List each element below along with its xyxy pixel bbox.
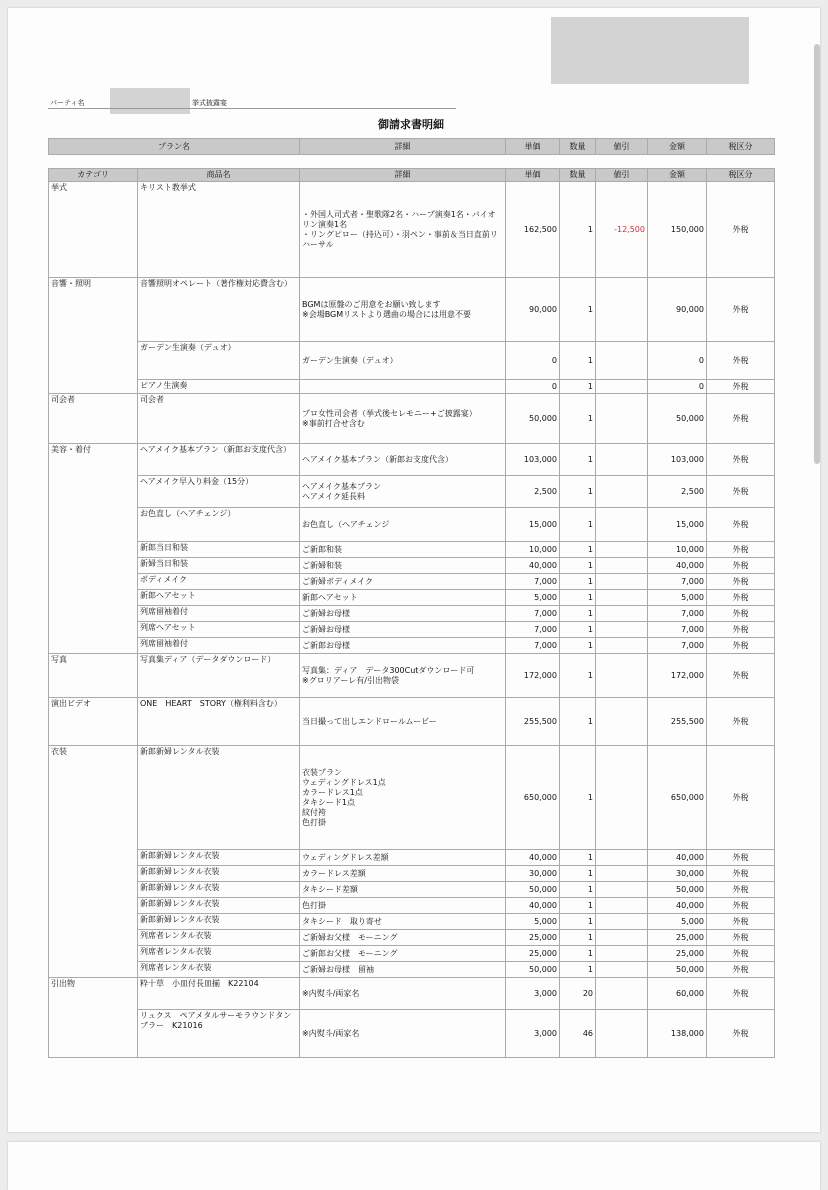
price-cell: 50,000 xyxy=(506,962,560,978)
redacted-party-name xyxy=(110,88,190,114)
plan-header-cell: 数量 xyxy=(560,139,596,155)
qty-cell: 1 xyxy=(560,962,596,978)
qty-cell: 1 xyxy=(560,698,596,746)
qty-cell: 1 xyxy=(560,882,596,898)
category-cell: 司会者 xyxy=(49,394,138,444)
table-row xyxy=(49,654,775,698)
tax-cell: 外税 xyxy=(707,914,775,930)
category-cell xyxy=(49,622,138,638)
tax-cell: 外税 xyxy=(707,898,775,914)
price-cell: 7,000 xyxy=(506,574,560,590)
detail-cell: ご新郎和装 xyxy=(300,542,506,558)
price-cell: 3,000 xyxy=(506,1010,560,1058)
category-cell xyxy=(49,850,138,866)
discount-cell xyxy=(596,962,648,978)
product-cell: 列席ヘアセット xyxy=(138,622,300,638)
item-header-cell: 税区分 xyxy=(707,169,775,182)
product-cell: ピアノ生演奏 xyxy=(138,380,300,394)
detail-cell: タキシード 取り寄せ xyxy=(300,914,506,930)
plan-header-table xyxy=(48,138,775,155)
category-cell: 音響・照明 xyxy=(49,278,138,342)
amount-cell: 50,000 xyxy=(648,962,707,978)
tax-cell: 外税 xyxy=(707,182,775,278)
discount-cell xyxy=(596,1010,648,1058)
discount-cell xyxy=(596,574,648,590)
discount-cell xyxy=(596,444,648,476)
discount-cell xyxy=(596,342,648,380)
category-cell xyxy=(49,898,138,914)
category-cell xyxy=(49,558,138,574)
product-cell: お色直し（ヘアチェンジ） xyxy=(138,508,300,542)
detail-cell: ガーデン生演奏（デュオ） xyxy=(300,342,506,380)
item-header-cell: 詳細 xyxy=(300,169,506,182)
tax-cell: 外税 xyxy=(707,866,775,882)
tax-cell: 外税 xyxy=(707,622,775,638)
price-cell: 650,000 xyxy=(506,746,560,850)
qty-cell: 20 xyxy=(560,978,596,1010)
detail-cell: カラードレス差額 xyxy=(300,866,506,882)
category-cell xyxy=(49,508,138,542)
qty-cell: 1 xyxy=(560,606,596,622)
scrollbar[interactable] xyxy=(814,44,820,464)
product-cell: ガーデン生演奏（デュオ） xyxy=(138,342,300,380)
table-row xyxy=(49,394,775,444)
table-row xyxy=(49,342,775,380)
party-underline xyxy=(48,108,456,109)
qty-cell: 1 xyxy=(560,558,596,574)
detail-cell: ヘアメイク基本プラン（新郎お支度代含） xyxy=(300,444,506,476)
product-cell: 音響照明オペレート（著作権対応費含む） xyxy=(138,278,300,342)
tax-cell: 外税 xyxy=(707,606,775,622)
price-cell: 0 xyxy=(506,342,560,380)
table-row xyxy=(49,866,775,882)
price-cell: 255,500 xyxy=(506,698,560,746)
detail-cell: プロ女性司会者（挙式後セレモニー+ご披露宴） ※事前打合せ含む xyxy=(300,394,506,444)
amount-cell: 7,000 xyxy=(648,622,707,638)
category-cell xyxy=(49,380,138,394)
discount-cell xyxy=(596,590,648,606)
qty-cell: 1 xyxy=(560,394,596,444)
discount-cell xyxy=(596,946,648,962)
price-cell: 10,000 xyxy=(506,542,560,558)
price-cell: 2,500 xyxy=(506,476,560,508)
amount-cell: 25,000 xyxy=(648,930,707,946)
category-cell xyxy=(49,930,138,946)
discount-cell xyxy=(596,746,648,850)
tax-cell: 外税 xyxy=(707,508,775,542)
amount-cell: 15,000 xyxy=(648,508,707,542)
price-cell: 15,000 xyxy=(506,508,560,542)
plan-header-cell: 詳細 xyxy=(300,139,506,155)
table-row xyxy=(49,882,775,898)
discount-cell xyxy=(596,476,648,508)
amount-cell: 150,000 xyxy=(648,182,707,278)
detail-cell: ご新郎お父様 モーニング xyxy=(300,946,506,962)
redacted-area xyxy=(551,17,749,84)
amount-cell: 10,000 xyxy=(648,542,707,558)
tax-cell: 外税 xyxy=(707,698,775,746)
discount-cell xyxy=(596,654,648,698)
detail-cell: ヘアメイク基本プラン ヘアメイク延長料 xyxy=(300,476,506,508)
detail-cell: ※内熨斗/両家名 xyxy=(300,978,506,1010)
discount-cell xyxy=(596,850,648,866)
table-row xyxy=(49,698,775,746)
qty-cell: 1 xyxy=(560,590,596,606)
qty-cell: 1 xyxy=(560,342,596,380)
plan-header-cell: 税区分 xyxy=(707,139,775,155)
product-cell: 列席者レンタル衣装 xyxy=(138,962,300,978)
table-row xyxy=(49,476,775,508)
price-cell: 40,000 xyxy=(506,558,560,574)
qty-cell: 1 xyxy=(560,654,596,698)
table-row xyxy=(49,622,775,638)
detail-cell: ※内熨斗/両家名 xyxy=(300,1010,506,1058)
category-cell xyxy=(49,476,138,508)
tax-cell: 外税 xyxy=(707,542,775,558)
qty-cell: 1 xyxy=(560,508,596,542)
discount-cell xyxy=(596,380,648,394)
amount-cell: 2,500 xyxy=(648,476,707,508)
tax-cell: 外税 xyxy=(707,342,775,380)
price-cell: 25,000 xyxy=(506,930,560,946)
tax-cell: 外税 xyxy=(707,380,775,394)
amount-cell: 7,000 xyxy=(648,638,707,654)
product-cell: 新郎新婦レンタル衣装 xyxy=(138,866,300,882)
discount-cell xyxy=(596,638,648,654)
price-cell: 7,000 xyxy=(506,638,560,654)
plan-header-cell: 単価 xyxy=(506,139,560,155)
category-cell xyxy=(49,638,138,654)
qty-cell: 1 xyxy=(560,946,596,962)
qty-cell: 1 xyxy=(560,866,596,882)
price-cell: 172,000 xyxy=(506,654,560,698)
discount-cell xyxy=(596,558,648,574)
detail-cell: ご新婦お父様 モーニング xyxy=(300,930,506,946)
detail-cell xyxy=(300,380,506,394)
detail-cell: ・外国人司式者・聖歌隊2名・ハープ演奏1名・バイオリン演奏1名 ・リングピロー（持込可）・羽ペン・事前＆当日直前リハーサル xyxy=(300,182,506,278)
product-cell: 新郎ヘアセット xyxy=(138,590,300,606)
price-cell: 25,000 xyxy=(506,946,560,962)
product-cell: ヘアメイク早入り料金（15分） xyxy=(138,476,300,508)
table-row xyxy=(49,278,775,342)
category-cell: 美容・着付 xyxy=(49,444,138,476)
detail-cell: 当日撮って出しエンドロールムービー xyxy=(300,698,506,746)
detail-cell: ご新婦お母様 留袖 xyxy=(300,962,506,978)
amount-cell: 7,000 xyxy=(648,606,707,622)
qty-cell: 1 xyxy=(560,476,596,508)
table-row xyxy=(49,590,775,606)
amount-cell: 103,000 xyxy=(648,444,707,476)
tax-cell: 外税 xyxy=(707,850,775,866)
table-row xyxy=(49,508,775,542)
table-row xyxy=(49,978,775,1010)
plan-header-cell: 値引 xyxy=(596,139,648,155)
discount-cell xyxy=(596,930,648,946)
amount-cell: 650,000 xyxy=(648,746,707,850)
product-cell: 新郎新婦レンタル衣装 xyxy=(138,746,300,850)
category-cell xyxy=(49,914,138,930)
category-cell xyxy=(49,342,138,380)
table-row xyxy=(49,746,775,850)
discount-cell xyxy=(596,394,648,444)
category-cell: 演出ビデオ xyxy=(49,698,138,746)
qty-cell: 1 xyxy=(560,380,596,394)
qty-cell: 1 xyxy=(560,182,596,278)
detail-cell: ご新婦お母様 xyxy=(300,606,506,622)
product-cell: キリスト教挙式 xyxy=(138,182,300,278)
category-cell xyxy=(49,866,138,882)
detail-cell: 色打掛 xyxy=(300,898,506,914)
tax-cell: 外税 xyxy=(707,574,775,590)
discount-cell xyxy=(596,622,648,638)
table-row xyxy=(49,850,775,866)
price-cell: 103,000 xyxy=(506,444,560,476)
price-cell: 7,000 xyxy=(506,622,560,638)
category-cell xyxy=(49,542,138,558)
tax-cell: 外税 xyxy=(707,962,775,978)
item-header-cell: 商品名 xyxy=(138,169,300,182)
product-cell: 新婦当日和装 xyxy=(138,558,300,574)
tax-cell: 外税 xyxy=(707,746,775,850)
table-row xyxy=(49,962,775,978)
product-cell: 新郎新婦レンタル衣装 xyxy=(138,850,300,866)
category-cell: 写真 xyxy=(49,654,138,698)
qty-cell: 1 xyxy=(560,542,596,558)
qty-cell: 1 xyxy=(560,574,596,590)
discount-cell xyxy=(596,698,648,746)
tax-cell: 外税 xyxy=(707,278,775,342)
table-row xyxy=(49,1010,775,1058)
table-row xyxy=(49,898,775,914)
amount-cell: 172,000 xyxy=(648,654,707,698)
product-cell: 列席者レンタル衣装 xyxy=(138,946,300,962)
qty-cell: 1 xyxy=(560,638,596,654)
amount-cell: 50,000 xyxy=(648,394,707,444)
price-cell: 50,000 xyxy=(506,882,560,898)
category-cell xyxy=(49,946,138,962)
discount-cell xyxy=(596,914,648,930)
amount-cell: 50,000 xyxy=(648,882,707,898)
detail-cell: ご新婦ボディメイク xyxy=(300,574,506,590)
amount-cell: 40,000 xyxy=(648,898,707,914)
product-cell: 新郎新婦レンタル衣装 xyxy=(138,898,300,914)
plan-header-cell: プラン名 xyxy=(49,139,300,155)
discount-cell: -12,500 xyxy=(596,182,648,278)
table-row xyxy=(49,574,775,590)
next-page xyxy=(8,1142,820,1190)
amount-cell: 40,000 xyxy=(648,850,707,866)
amount-cell: 5,000 xyxy=(648,914,707,930)
table-row xyxy=(49,930,775,946)
product-cell: 列席留袖着付 xyxy=(138,638,300,654)
table-row xyxy=(49,558,775,574)
detail-cell: ご新婦お母様 xyxy=(300,622,506,638)
category-cell xyxy=(49,882,138,898)
price-cell: 50,000 xyxy=(506,394,560,444)
product-cell: ONE HEART STORY（権利料含む） xyxy=(138,698,300,746)
detail-cell: 新郎ヘアセット xyxy=(300,590,506,606)
price-cell: 40,000 xyxy=(506,850,560,866)
qty-cell: 1 xyxy=(560,278,596,342)
item-header-cell: 単価 xyxy=(506,169,560,182)
table-row xyxy=(49,444,775,476)
tax-cell: 外税 xyxy=(707,476,775,508)
item-header-row xyxy=(49,169,775,182)
category-cell: 引出物 xyxy=(49,978,138,1010)
qty-cell: 1 xyxy=(560,746,596,850)
category-cell: 挙式 xyxy=(49,182,138,278)
amount-cell: 0 xyxy=(648,380,707,394)
discount-cell xyxy=(596,978,648,1010)
table-row xyxy=(49,380,775,394)
category-cell: 衣装 xyxy=(49,746,138,850)
discount-cell xyxy=(596,606,648,622)
qty-cell: 1 xyxy=(560,622,596,638)
amount-cell: 5,000 xyxy=(648,590,707,606)
item-header-cell: 数量 xyxy=(560,169,596,182)
product-cell: 新郎当日和装 xyxy=(138,542,300,558)
discount-cell xyxy=(596,866,648,882)
tax-cell: 外税 xyxy=(707,444,775,476)
table-row xyxy=(49,914,775,930)
detail-cell: お色直し（ヘアチェンジ xyxy=(300,508,506,542)
tax-cell: 外税 xyxy=(707,1010,775,1058)
category-cell xyxy=(49,606,138,622)
plan-header-cell: 金額 xyxy=(648,139,707,155)
product-cell: ヘアメイク基本プラン（新郎お支度代含） xyxy=(138,444,300,476)
table-row xyxy=(49,542,775,558)
detail-cell: ご新郎お母様 xyxy=(300,638,506,654)
price-cell: 30,000 xyxy=(506,866,560,882)
discount-cell xyxy=(596,278,648,342)
product-cell: 粋十草 小皿付長皿揃 K22104 xyxy=(138,978,300,1010)
qty-cell: 1 xyxy=(560,930,596,946)
tax-cell: 外税 xyxy=(707,930,775,946)
document-title: 御請求書明細 xyxy=(378,118,444,131)
tax-cell: 外税 xyxy=(707,978,775,1010)
price-cell: 0 xyxy=(506,380,560,394)
tax-cell: 外税 xyxy=(707,882,775,898)
price-cell: 7,000 xyxy=(506,606,560,622)
item-header-cell: 金額 xyxy=(648,169,707,182)
plan-header-row xyxy=(49,139,775,155)
table-row xyxy=(49,182,775,278)
price-cell: 3,000 xyxy=(506,978,560,1010)
detail-cell: ウェディングドレス差額 xyxy=(300,850,506,866)
product-cell: ボディメイク xyxy=(138,574,300,590)
price-cell: 162,500 xyxy=(506,182,560,278)
category-cell xyxy=(49,1010,138,1058)
category-cell xyxy=(49,574,138,590)
price-cell: 90,000 xyxy=(506,278,560,342)
discount-cell xyxy=(596,542,648,558)
product-cell: 司会者 xyxy=(138,394,300,444)
product-cell: 写真集ディア（データダウンロード） xyxy=(138,654,300,698)
detail-cell: ご新婦和装 xyxy=(300,558,506,574)
table-row xyxy=(49,638,775,654)
item-header-cell: 値引 xyxy=(596,169,648,182)
discount-cell xyxy=(596,508,648,542)
product-cell: 列席留袖着付 xyxy=(138,606,300,622)
detail-cell: 写真集：ディア データ300Cutダウンロード可 ※グロリアーレ有/引出物袋 xyxy=(300,654,506,698)
party-label: パーティ名 xyxy=(50,99,85,107)
category-cell xyxy=(49,962,138,978)
amount-cell: 255,500 xyxy=(648,698,707,746)
discount-cell xyxy=(596,898,648,914)
product-cell: 新郎新婦レンタル衣装 xyxy=(138,882,300,898)
tax-cell: 外税 xyxy=(707,654,775,698)
amount-cell: 60,000 xyxy=(648,978,707,1010)
amount-cell: 40,000 xyxy=(648,558,707,574)
category-cell xyxy=(49,590,138,606)
qty-cell: 1 xyxy=(560,444,596,476)
item-header-cell: カテゴリ xyxy=(49,169,138,182)
table-row xyxy=(49,946,775,962)
table-row xyxy=(49,606,775,622)
tax-cell: 外税 xyxy=(707,394,775,444)
invoice-items-table xyxy=(48,168,775,1058)
amount-cell: 138,000 xyxy=(648,1010,707,1058)
product-cell: 新郎新婦レンタル衣装 xyxy=(138,914,300,930)
amount-cell: 25,000 xyxy=(648,946,707,962)
product-cell: 列席者レンタル衣装 xyxy=(138,930,300,946)
qty-cell: 1 xyxy=(560,850,596,866)
qty-cell: 1 xyxy=(560,914,596,930)
price-cell: 40,000 xyxy=(506,898,560,914)
tax-cell: 外税 xyxy=(707,590,775,606)
tax-cell: 外税 xyxy=(707,946,775,962)
qty-cell: 46 xyxy=(560,1010,596,1058)
amount-cell: 7,000 xyxy=(648,574,707,590)
tax-cell: 外税 xyxy=(707,558,775,574)
price-cell: 5,000 xyxy=(506,914,560,930)
tax-cell: 外税 xyxy=(707,638,775,654)
discount-cell xyxy=(596,882,648,898)
detail-cell: BGMは原盤のご用意をお願い致します ※会場BGMリストより選曲の場合には用意不要 xyxy=(300,278,506,342)
product-cell: リュクス ペアメタルサーモラウンドタンブラー K21016 xyxy=(138,1010,300,1058)
amount-cell: 90,000 xyxy=(648,278,707,342)
detail-cell: 衣装プラン ウェディングドレス1点 カラードレス1点 タキシード1点 紋付袴 色打掛 xyxy=(300,746,506,850)
price-cell: 5,000 xyxy=(506,590,560,606)
amount-cell: 0 xyxy=(648,342,707,380)
amount-cell: 30,000 xyxy=(648,866,707,882)
detail-cell: タキシード差額 xyxy=(300,882,506,898)
party-suffix: 挙式披露宴 xyxy=(192,99,227,107)
qty-cell: 1 xyxy=(560,898,596,914)
